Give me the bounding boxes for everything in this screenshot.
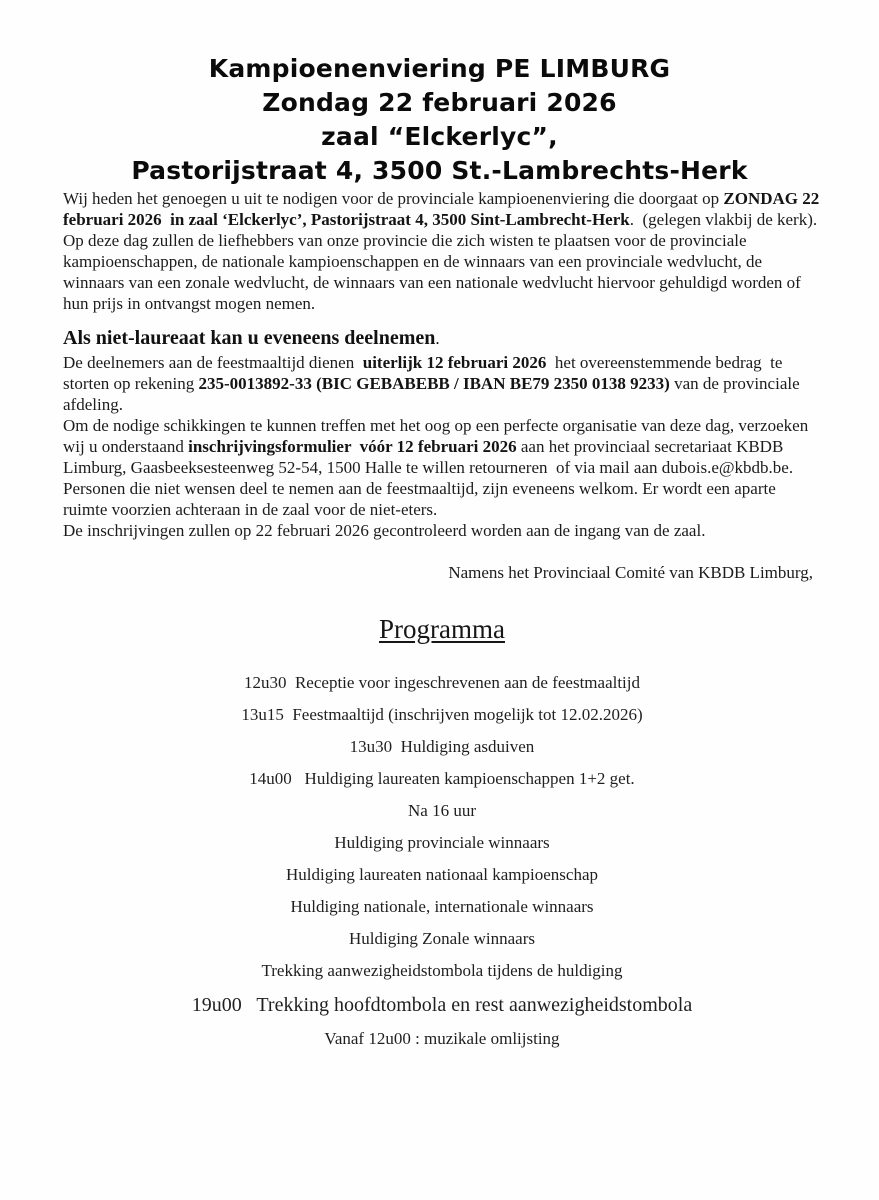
document-title: [0, 0, 879, 188]
paragraph-text: . (gelegen vlakbij de kerk).: [629, 210, 818, 229]
program-item: 13u30 Huldiging asduiven: [349, 737, 535, 756]
paragraph-text: aan het provinciaal secretariaat KBDB Limburg, Gaasbeeksesteenweg 52-54, 1500 Halle te willen retourneren of via mail aan dubois.e@kbdb.be.: [63, 437, 794, 477]
deadline-bold: uiterlijk 12 februari 2026: [362, 353, 547, 372]
program-item: Na 16 uur: [408, 801, 476, 820]
program-item: Vanaf 12u00 : muzikale omlijsting: [324, 1029, 560, 1048]
participation-heading: [63, 326, 821, 351]
paragraph-text: Om de nodige schikkingen te kunnen treffen met het oog op een perfecte organisatie van deze dag, verzoeken wij u onderstaand: [63, 416, 813, 456]
program-item: 13u15 Feestmaaltijd (inschrijven mogelijk tot 12.02.2026): [241, 705, 643, 724]
program-item: Trekking aanwezigheidstombola tijdens de huldiging: [261, 961, 623, 980]
program-heading: [63, 613, 821, 645]
registration-paragraph: [63, 415, 821, 478]
program-item: Huldiging nationale, internationale winnaars: [290, 897, 594, 916]
paragraph-text: De deelnemers aan de feestmaaltijd dienen: [63, 353, 363, 372]
program-item: 14u00 Huldiging laureaten kampioenschappen 1+2 get.: [249, 769, 635, 788]
program-item: 12u30 Receptie voor ingeschrevenen aan de feestmaaltijd: [243, 673, 641, 692]
non-diners-paragraph: Personen die niet wensen deel te nemen aan de feestmaaltijd, zijn eveneens welkom. Er wordt een aparte ruimte voorzien achteraan in de zaal voor de niet-eters.: [63, 479, 781, 519]
bank-account-bold: 235-0013892-33 (BIC GEBABEBB / IBAN BE79 2350 0138 9233): [198, 374, 670, 393]
title-line-date: Zondag 22 februari 2026: [262, 88, 617, 117]
document-body: [0, 188, 879, 1050]
signature-line: Namens het Provinciaal Comité van KBDB Limburg,: [448, 563, 813, 582]
heading-period: .: [435, 329, 440, 348]
title-line-event: Kampioenenviering PE LIMBURG: [208, 54, 671, 83]
program-item: 19u00 Trekking hoofdtombola en rest aanwezigheidstombola: [191, 994, 693, 1016]
entry-check-paragraph: De inschrijvingen zullen op 22 februari 2026 gecontroleerd worden aan de ingang van de zaal.: [63, 521, 706, 540]
program-item: Huldiging laureaten nationaal kampioenschap: [285, 865, 599, 884]
form-deadline-bold: inschrijvingsformulier vóór 12 februari 2026: [188, 437, 517, 456]
payment-paragraph: [63, 352, 821, 415]
heading-text: Als niet-laureaat kan u eveneens deelnemen: [63, 327, 436, 349]
program-list: [63, 672, 821, 1050]
program-heading-text: Programma: [379, 614, 505, 644]
paragraph-text: het overeenstemmende bedrag te storten op rekening: [63, 353, 787, 393]
intro-paragraph: [63, 188, 824, 230]
program-section: [63, 613, 821, 1050]
title-line-address: Pastorijstraat 4, 3500 St.-Lambrechts-Herk: [131, 156, 748, 185]
program-item: Huldiging provinciale winnaars: [334, 833, 550, 852]
honorees-paragraph: Op deze dag zullen de liefhebbers van onze provincie die zich wisten te plaatsen voor de provinciale kampioenschappen, de nationale kampioenschappen en de winnaars van een provinciale wedvlucht, de winnaars van een zonale wedvlucht, de winnaars van een nationale wedvlucht hiervoor gehuldigd worden of hun prijs in ontvangst mogen nemen.: [63, 231, 806, 313]
event-date-location-bold: ZONDAG 22 februari 2026 in zaal ‘Elckerlyc’, Pastorijstraat 4, 3500 Sint-Lambrecht-Herk: [63, 189, 824, 229]
title-line-venue: zaal “Elckerlyc”,: [321, 122, 558, 151]
paragraph-text: van de provinciale afdeling.: [63, 374, 804, 414]
program-item: Huldiging Zonale winnaars: [348, 929, 535, 948]
paragraph-text: Wij heden het genoegen u uit te nodigen voor de provinciale kampioenenviering die doorgaat op: [63, 189, 724, 208]
